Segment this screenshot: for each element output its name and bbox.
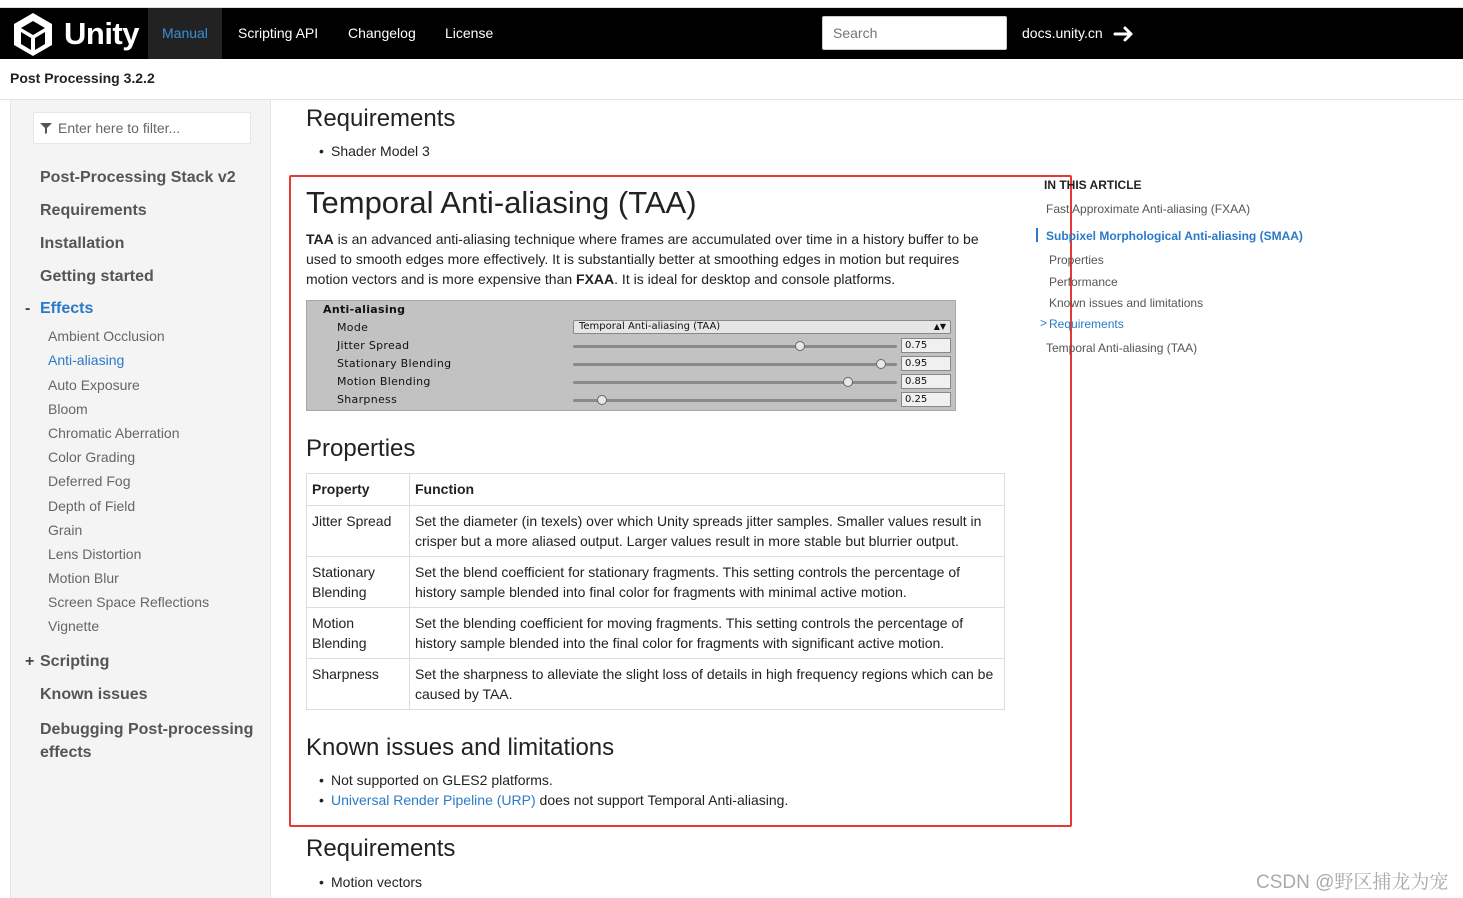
nav-scripting-api[interactable]: Scripting API	[238, 25, 319, 41]
docs-cn-link[interactable]	[1022, 8, 1135, 59]
table-cell-function: Set the sharpness to alleviate the slight loss of details in high frequency regions which can be caused by TAA.	[410, 659, 1005, 710]
sidebar-item-deferred-fog[interactable]: Deferred Fog	[48, 473, 131, 489]
section-heading-properties: Properties	[306, 435, 416, 462]
list-item: • Not supported on GLES2 platforms.	[331, 772, 553, 788]
sidebar	[10, 100, 271, 898]
article-nav-properties[interactable]: Properties	[1049, 253, 1104, 267]
motion-blending-value: 0.85	[901, 374, 951, 389]
sidebar-item-ambient-occlusion[interactable]: Ambient Occlusion	[48, 328, 165, 344]
sidebar-item-anti-aliasing[interactable]: Anti-aliasing	[48, 352, 125, 368]
sharpness-label: Sharpness	[337, 393, 398, 406]
mode-select	[573, 320, 951, 334]
package-version: Post Processing 3.2.2	[10, 70, 155, 86]
taa-term: TAA	[306, 231, 334, 247]
table-cell-property: Stationary Blending	[307, 557, 410, 608]
sidebar-item-motion-blur[interactable]: Motion Blur	[48, 570, 119, 586]
active-indicator	[1036, 228, 1038, 242]
unity-logo[interactable]	[10, 8, 139, 59]
jitter-spread-label: Jitter Spread	[337, 339, 410, 352]
search-input[interactable]	[822, 16, 1007, 50]
sidebar-item-debugging[interactable]: Debugging Post-processing effects	[40, 721, 254, 761]
filter-box[interactable]	[33, 112, 251, 144]
sidebar-item-effects[interactable]: Effects	[40, 300, 94, 317]
table-cell-function: Set the blend coefficient for stationary fragments. This setting controls the percentage of history sample blended into final color for fragments with minimal active motion.	[410, 557, 1005, 608]
slider-thumb	[843, 377, 853, 387]
sub-header	[0, 59, 1463, 100]
sidebar-item-screen-space-reflections[interactable]: Screen Space Reflections	[48, 594, 210, 610]
sidebar-item-bloom[interactable]: Bloom	[48, 401, 88, 417]
sidebar-item-depth-of-field[interactable]: Depth of Field	[48, 498, 136, 514]
taa-text-1: is an advanced anti-aliasing technique where frames are accumulated over time in a history buffer to be used to smooth edges more effectively. It is substantially better at smoothing edges in motion but requires motion vectors and is more expensive than	[306, 231, 979, 287]
nav-changelog[interactable]: Changelog	[348, 25, 416, 41]
filter-icon	[40, 122, 52, 134]
jitter-spread-value: 0.75	[901, 338, 951, 353]
sidebar-item-scripting[interactable]: Scripting	[40, 653, 110, 670]
jitter-spread-slider	[573, 345, 897, 348]
mode-select-value: Temporal Anti-aliasing (TAA)	[579, 321, 721, 332]
docs-cn-label: docs.unity.cn	[1022, 25, 1103, 41]
sidebar-item-known-issues[interactable]: Known issues	[40, 686, 148, 703]
table-cell-function: Set the blending coefficient for moving fragments. This setting controls the percentage of history sample blended into the final color for fragments with significant active motion.	[410, 608, 1005, 659]
slider-thumb	[795, 341, 805, 351]
filter-placeholder: Enter here to filter...	[58, 120, 181, 136]
stationary-blending-label: Stationary Blending	[337, 357, 452, 370]
stationary-blending-slider	[573, 363, 897, 366]
table-header-function: Function	[410, 474, 1005, 506]
table-row	[307, 608, 1005, 659]
article-nav-heading: IN THIS ARTICLE	[1044, 178, 1142, 192]
table-cell-property: Jitter Spread	[307, 506, 410, 557]
taa-description	[306, 229, 996, 289]
brand-name: Unity	[64, 15, 139, 51]
article-nav-taa[interactable]: Temporal Anti-aliasing (TAA)	[1046, 341, 1198, 355]
updown-arrow-icon: ▲▼	[933, 322, 946, 331]
article-nav-known-issues[interactable]: Known issues and limitations	[1049, 296, 1204, 310]
sharpness-slider	[573, 399, 897, 402]
nav-license[interactable]: License	[445, 25, 494, 41]
inspector-title: Anti-aliasing	[323, 303, 406, 316]
list-item: • Shader Model 3	[331, 143, 430, 159]
top-nav-bar	[0, 8, 1463, 59]
sidebar-item-chromatic-aberration[interactable]: Chromatic Aberration	[48, 425, 180, 441]
nav-manual[interactable]: Manual	[148, 8, 222, 59]
list-item: • Motion vectors	[331, 874, 422, 890]
article-nav-fxaa[interactable]: Fast Approximate Anti-aliasing (FXAA)	[1046, 202, 1251, 216]
article-nav	[1040, 176, 1303, 366]
table-cell-property: Motion Blending	[307, 608, 410, 659]
table-row	[307, 557, 1005, 608]
sidebar-item-lens-distortion[interactable]: Lens Distortion	[48, 546, 142, 562]
sidebar-item-installation[interactable]: Installation	[40, 235, 125, 252]
fxaa-term: FXAA	[576, 271, 615, 287]
sidebar-item-post-processing-stack[interactable]: Post-Processing Stack v2	[40, 169, 236, 186]
sidebar-item-getting-started[interactable]: Getting started	[40, 268, 154, 285]
article-nav-performance[interactable]: Performance	[1049, 275, 1118, 289]
table-row	[307, 506, 1005, 557]
table-row	[307, 659, 1005, 710]
article-nav-smaa[interactable]: Subpixel Morphological Anti-aliasing (SMAA)	[1046, 229, 1303, 243]
stationary-blending-value: 0.95	[901, 356, 951, 371]
watermark: CSDN @野区捕龙为宠	[1256, 872, 1449, 893]
section-heading-taa: Temporal Anti-aliasing (TAA)	[306, 185, 697, 220]
sidebar-item-requirements[interactable]: Requirements	[40, 202, 147, 219]
top-strip	[0, 0, 1463, 8]
table-header-property: Property	[307, 474, 410, 506]
table-cell-function: Set the diameter (in texels) over which Unity spreads jitter samples. Smaller values result in crisper but a more aliased output. Larger values result in more stable but blurrier output.	[410, 506, 1005, 557]
taa-text-2: . It is ideal for desktop and console platforms.	[614, 271, 896, 287]
slider-thumb	[597, 395, 607, 405]
list-item	[331, 792, 788, 808]
urp-text: does not support Temporal Anti-aliasing.	[535, 792, 789, 808]
sidebar-item-vignette[interactable]: Vignette	[48, 618, 100, 634]
chevron-right-icon: >	[1040, 316, 1048, 330]
section-heading-known-issues: Known issues and limitations	[306, 734, 615, 761]
motion-blending-label: Motion Blending	[337, 375, 431, 388]
sharpness-value: 0.25	[901, 392, 951, 407]
slider-thumb	[876, 359, 886, 369]
section-heading-requirements-2: Requirements	[306, 835, 456, 862]
motion-blending-slider	[573, 381, 897, 384]
table-header-row	[307, 474, 1005, 506]
table-cell-property: Sharpness	[307, 659, 410, 710]
expand-marker[interactable]: +	[25, 653, 35, 670]
article-nav-requirements[interactable]: Requirements	[1049, 317, 1124, 331]
section-heading-requirements: Requirements	[306, 105, 456, 132]
sidebar-item-grain[interactable]: Grain	[48, 522, 83, 538]
properties-table	[306, 473, 1005, 710]
anti-aliasing-inspector-image	[306, 300, 956, 411]
arrow-right-icon	[1113, 26, 1135, 42]
urp-link[interactable]: Universal Render Pipeline (URP)	[331, 792, 536, 808]
sidebar-item-auto-exposure[interactable]: Auto Exposure	[48, 377, 140, 393]
sidebar-item-color-grading[interactable]: Color Grading	[48, 449, 136, 465]
collapse-marker[interactable]: -	[25, 300, 31, 317]
unity-cube-icon	[10, 11, 56, 57]
inspector-mode-label: Mode	[337, 321, 369, 334]
